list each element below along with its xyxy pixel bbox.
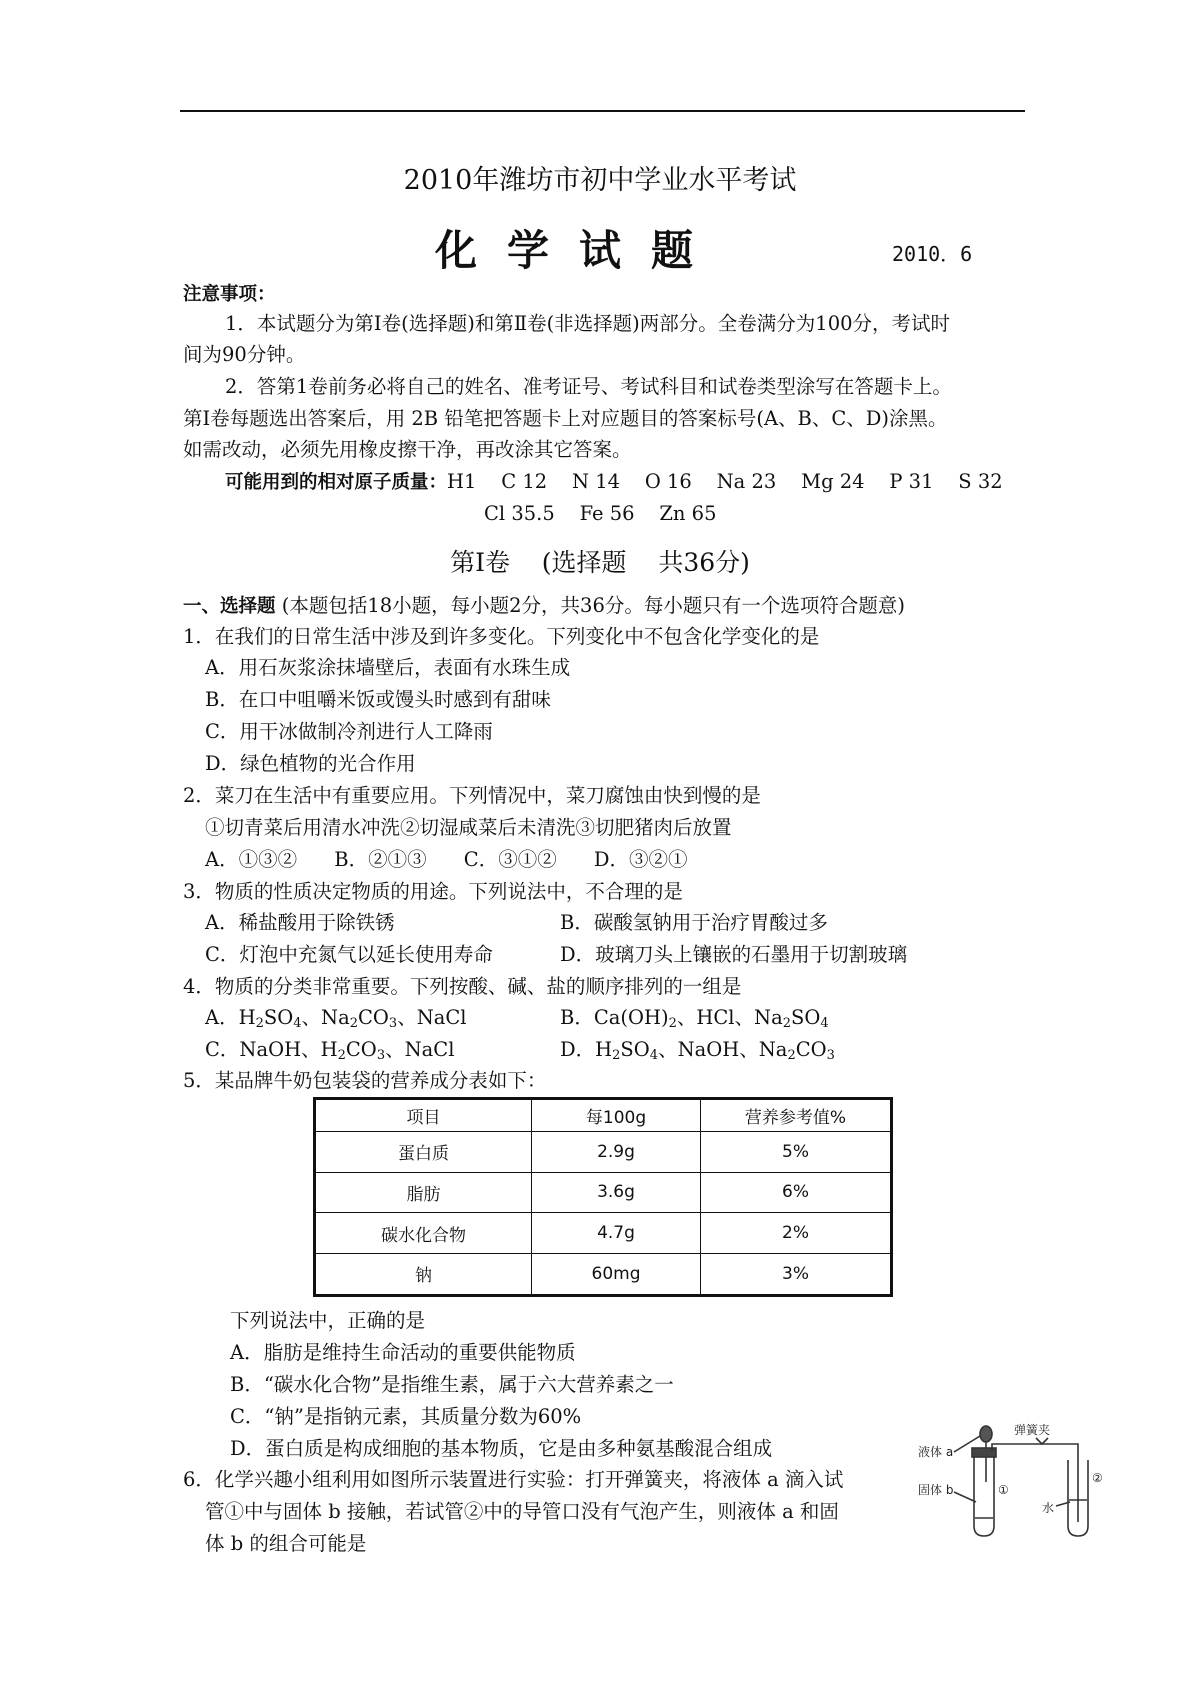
q6-line-1: 6．化学兴趣小组利用如图所示装置进行实验：打开弹簧夹，将液体 a 滴入试 xyxy=(183,1468,844,1491)
subject-title: 化学试题 xyxy=(435,226,724,275)
apparatus-figure xyxy=(918,1422,1110,1540)
table-row xyxy=(315,1132,892,1173)
q1-option-a: A．用石灰浆涂抹墙壁后，表面有水珠生成 xyxy=(205,656,571,679)
q3-option-c: C．灯泡中充氮气以延长使用寿命 xyxy=(205,943,493,966)
label-tube-1: ① xyxy=(998,1483,1009,1497)
q2-sub: ①切青菜后用清水冲洗②切湿咸菜后未清洗③切肥猪肉后放置 xyxy=(205,816,732,839)
exam-date: 2010．6 xyxy=(892,242,973,266)
table-row xyxy=(315,1253,892,1295)
test-tube-1 xyxy=(974,1452,994,1536)
table-cell: 6% xyxy=(701,1172,892,1213)
table-cell: 60mg xyxy=(532,1253,701,1295)
note-1-line-2: 间为90分钟。 xyxy=(183,343,306,366)
q4-option-d: D．$H_2SO_4$、NaOH、$Na_2CO_3$ xyxy=(560,1038,835,1063)
section-title: 第Ⅰ卷 (选择题 共36分) xyxy=(450,548,750,577)
part-one-heading xyxy=(183,593,905,620)
atomic-mass-values-1: H1 C 12 N 14 O 16 Na 23 Mg 24 P 31 S 32 xyxy=(447,470,1003,493)
q5-option-b: B．“碳水化合物”是指维生素，属于六大营养素之一 xyxy=(230,1373,674,1396)
table-cell: 3% xyxy=(701,1253,892,1295)
notes-heading: 注意事项： xyxy=(183,284,276,305)
table-cell: 2.9g xyxy=(532,1132,701,1173)
label-spring-clip: 弹簧夹 xyxy=(1014,1423,1051,1437)
q5-option-d: D．蛋白质是构成细胞的基本物质，它是由多种氨基酸混合组成 xyxy=(230,1437,773,1460)
table-header-cell: 项目 xyxy=(315,1099,532,1132)
nutrition-table xyxy=(313,1097,893,1297)
q1-option-c: C．用干冰做制冷剂进行人工降雨 xyxy=(205,720,493,743)
q3-option-a: A．稀盐酸用于除铁锈 xyxy=(205,911,395,934)
table-header-cell: 营养参考值% xyxy=(701,1099,892,1132)
label-liquid-a: 液体 a xyxy=(918,1445,954,1459)
q5-prompt: 下列说法中，正确的是 xyxy=(230,1309,426,1332)
note-2-line-1: 2．答第1卷前务必将自己的姓名、准考证号、考试科目和试卷类型涂写在答题卡上。 xyxy=(225,375,952,398)
q3-option-b: B．碳酸氢钠用于治疗胃酸过多 xyxy=(560,911,828,934)
label-tube-2: ② xyxy=(1092,1471,1103,1485)
table-row xyxy=(315,1172,892,1213)
part-one-desc: (本题包括18小题，每小题2分，共36分。每小题只有一个选项符合题意) xyxy=(275,594,905,617)
q1-option-d: D．绿色植物的光合作用 xyxy=(205,752,416,775)
q3-option-d: D．玻璃刀头上镶嵌的石墨用于切割玻璃 xyxy=(560,943,908,966)
table-row xyxy=(315,1213,892,1254)
table-cell: 3.6g xyxy=(532,1172,701,1213)
q4-option-a: A．$H_2SO_4$、$Na_2CO_3$、NaCl xyxy=(205,1006,467,1031)
atomic-mass-values-2: Cl 35.5 Fe 56 Zn 65 xyxy=(484,502,717,525)
note-2-line-3: 如需改动，必须先用橡皮擦干净，再改涂其它答案。 xyxy=(183,438,632,461)
note-1-line-1: 1．本试题分为第Ⅰ卷(选择题)和第Ⅱ卷(非选择题)两部分。全卷满分为100分，考试时 xyxy=(225,312,951,335)
q5-option-c: C．“钠”是指钠元素，其质量分数为60% xyxy=(230,1405,582,1428)
q3-stem: 3．物质的性质决定物质的用途。下列说法中，不合理的是 xyxy=(183,880,683,903)
exam-title: 2010年潍坊市初中学业水平考试 xyxy=(403,165,797,196)
table-cell: 2% xyxy=(701,1213,892,1254)
q2-stem: 2．菜刀在生活中有重要应用。下列情况中，菜刀腐蚀由快到慢的是 xyxy=(183,784,761,807)
q6-line-2: 管①中与固体 b 接触，若试管②中的导管口没有气泡产生，则液体 a 和固 xyxy=(205,1500,839,1523)
table-cell: 4.7g xyxy=(532,1213,701,1254)
table-header-cell: 每100g xyxy=(532,1099,701,1132)
atomic-mass-line-1 xyxy=(225,469,1003,496)
q4-option-c: C．NaOH、$H_2CO_3$、NaCl xyxy=(205,1038,455,1063)
q5-option-a: A．脂肪是维持生命活动的重要供能物质 xyxy=(230,1341,576,1364)
part-one-label: 一、选择题 xyxy=(183,596,276,617)
spring-clip xyxy=(1036,1438,1048,1444)
label-water: 水 xyxy=(1042,1501,1055,1515)
dropper-bulb xyxy=(980,1426,992,1442)
table-cell: 蛋白质 xyxy=(315,1132,532,1173)
q4-option-b: B．$Ca(OH)_2$、HCl、$Na_2SO_4$ xyxy=(560,1006,829,1031)
q2-options: A．①③② B．②①③ C．③①② D．③②① xyxy=(205,848,688,871)
table-cell: 钠 xyxy=(315,1253,532,1295)
table-cell: 脂肪 xyxy=(315,1172,532,1213)
atomic-mass-label: 可能用到的相对原子质量： xyxy=(225,472,448,493)
q5-stem: 5．某品牌牛奶包装袋的营养成分表如下： xyxy=(183,1069,547,1092)
q4-stem: 4．物质的分类非常重要。下列按酸、碱、盐的顺序排列的一组是 xyxy=(183,975,742,998)
table-header-row xyxy=(315,1099,892,1132)
q6-line-3: 体 b 的组合可能是 xyxy=(205,1532,367,1555)
q1-stem: 1．在我们的日常生活中涉及到许多变化。下列变化中不包含化学变化的是 xyxy=(183,625,820,648)
leader-line xyxy=(954,1492,976,1502)
table-cell: 5% xyxy=(701,1132,892,1173)
table-cell: 碳水化合物 xyxy=(315,1213,532,1254)
q1-option-b: B．在口中咀嚼米饭或馒头时感到有甜味 xyxy=(205,688,551,711)
top-rule xyxy=(180,110,1025,112)
note-2-line-2: 第Ⅰ卷每题选出答案后，用 2B 铅笔把答题卡上对应题目的答案标号(A、B、C、D)涂黑。 xyxy=(183,407,948,430)
label-solid-b: 固体 b xyxy=(918,1483,954,1497)
